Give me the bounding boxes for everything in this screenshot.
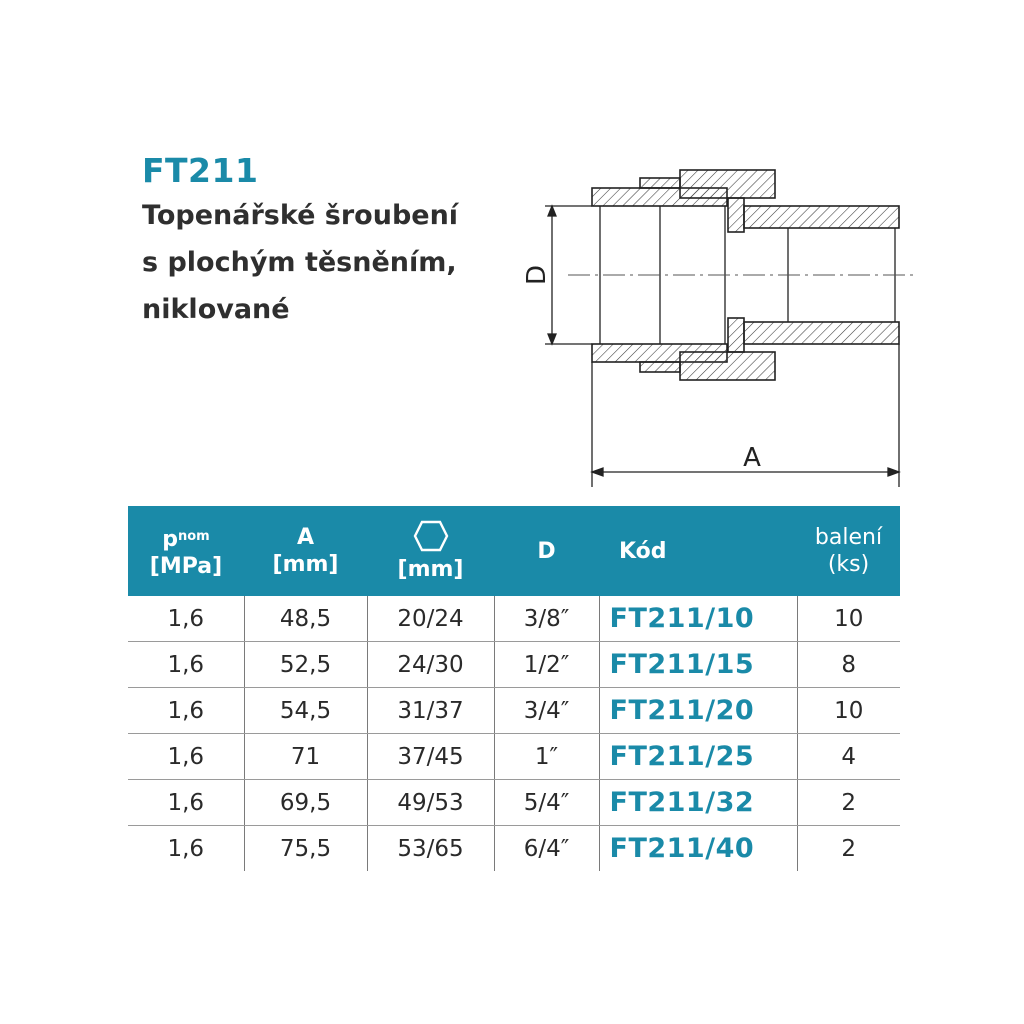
header-d: D bbox=[494, 506, 599, 596]
cell-a: 75,5 bbox=[244, 826, 367, 872]
product-code-title: FT211 bbox=[142, 151, 259, 190]
cell-hex: 49/53 bbox=[367, 780, 494, 826]
header-pnom-unit: [MPa] bbox=[149, 553, 223, 579]
gasket-top bbox=[728, 198, 744, 232]
table-row bbox=[128, 780, 900, 826]
hexagon-icon bbox=[413, 520, 449, 552]
gasket-bottom bbox=[728, 318, 744, 352]
description-line-3: niklované bbox=[142, 294, 290, 325]
cell-pnom: 1,6 bbox=[128, 780, 244, 826]
header-baleni bbox=[797, 506, 900, 596]
table-row bbox=[128, 688, 900, 734]
header-baleni-unit: (ks) bbox=[827, 552, 870, 577]
header-pnom bbox=[128, 506, 244, 596]
cell-kod: FT211/25 bbox=[599, 734, 797, 780]
description-line-1: Topenářské šroubení bbox=[142, 200, 459, 231]
cell-hex: 31/37 bbox=[367, 688, 494, 734]
header-pnom-main: p bbox=[162, 526, 178, 552]
fitting-technical-drawing bbox=[500, 150, 930, 495]
cell-hex: 24/30 bbox=[367, 642, 494, 688]
table-header-row bbox=[128, 506, 900, 596]
description-line-2: s plochým těsněním, bbox=[142, 247, 457, 278]
cell-baleni: 4 bbox=[797, 734, 900, 780]
table-row bbox=[128, 826, 900, 872]
cell-d: 1/2″ bbox=[494, 642, 599, 688]
cell-baleni: 10 bbox=[797, 596, 900, 642]
cell-hex: 20/24 bbox=[367, 596, 494, 642]
cell-a: 48,5 bbox=[244, 596, 367, 642]
cell-pnom: 1,6 bbox=[128, 826, 244, 872]
cell-kod: FT211/40 bbox=[599, 826, 797, 872]
table-row bbox=[128, 642, 900, 688]
cell-d: 3/8″ bbox=[494, 596, 599, 642]
right-body-bottom bbox=[744, 322, 899, 344]
cell-pnom: 1,6 bbox=[128, 642, 244, 688]
cell-pnom: 1,6 bbox=[128, 688, 244, 734]
cell-kod: FT211/10 bbox=[599, 596, 797, 642]
cell-d: 6/4″ bbox=[494, 826, 599, 872]
table-row bbox=[128, 734, 900, 780]
cell-hex: 37/45 bbox=[367, 734, 494, 780]
cell-baleni: 2 bbox=[841, 835, 857, 862]
dimension-d-label: D bbox=[522, 264, 552, 286]
header-kod: Kód bbox=[599, 506, 797, 596]
cell-kod: FT211/32 bbox=[599, 780, 797, 826]
cell-a: 52,5 bbox=[244, 642, 367, 688]
union-nut-bottom bbox=[680, 352, 775, 380]
header-hex bbox=[367, 506, 494, 596]
header-a-unit: [mm] bbox=[272, 552, 339, 577]
cell-a: 71 bbox=[244, 734, 367, 780]
union-nut-top bbox=[680, 170, 775, 198]
header-baleni-main: balení bbox=[814, 525, 883, 550]
cell-baleni: 10 bbox=[797, 688, 900, 734]
left-collar-bottom bbox=[640, 362, 680, 372]
cell-baleni: 8 bbox=[797, 642, 900, 688]
header-a-main: A bbox=[296, 525, 315, 550]
cell-d: 5/4″ bbox=[494, 780, 599, 826]
header-hex-unit: [mm] bbox=[397, 556, 464, 582]
cell-baleni: 2 bbox=[797, 780, 900, 826]
cell-hex: 53/65 bbox=[367, 826, 494, 872]
cell-a: 54,5 bbox=[244, 688, 367, 734]
dimension-a-label: A bbox=[743, 443, 761, 473]
title-block bbox=[142, 150, 458, 333]
cell-a: 69,5 bbox=[244, 780, 367, 826]
header-a bbox=[244, 506, 367, 596]
table-row bbox=[128, 596, 900, 642]
cell-d: 1″ bbox=[494, 734, 599, 780]
cell-kod: FT211/20 bbox=[599, 688, 797, 734]
cell-pnom: 1,6 bbox=[128, 734, 244, 780]
spec-table bbox=[128, 506, 900, 871]
left-collar-top bbox=[640, 178, 680, 188]
cell-kod: FT211/15 bbox=[599, 642, 797, 688]
right-body-top bbox=[744, 206, 899, 228]
header-pnom-sub: nom bbox=[178, 528, 210, 544]
cell-d: 3/4″ bbox=[494, 688, 599, 734]
cell-pnom: 1,6 bbox=[128, 596, 244, 642]
